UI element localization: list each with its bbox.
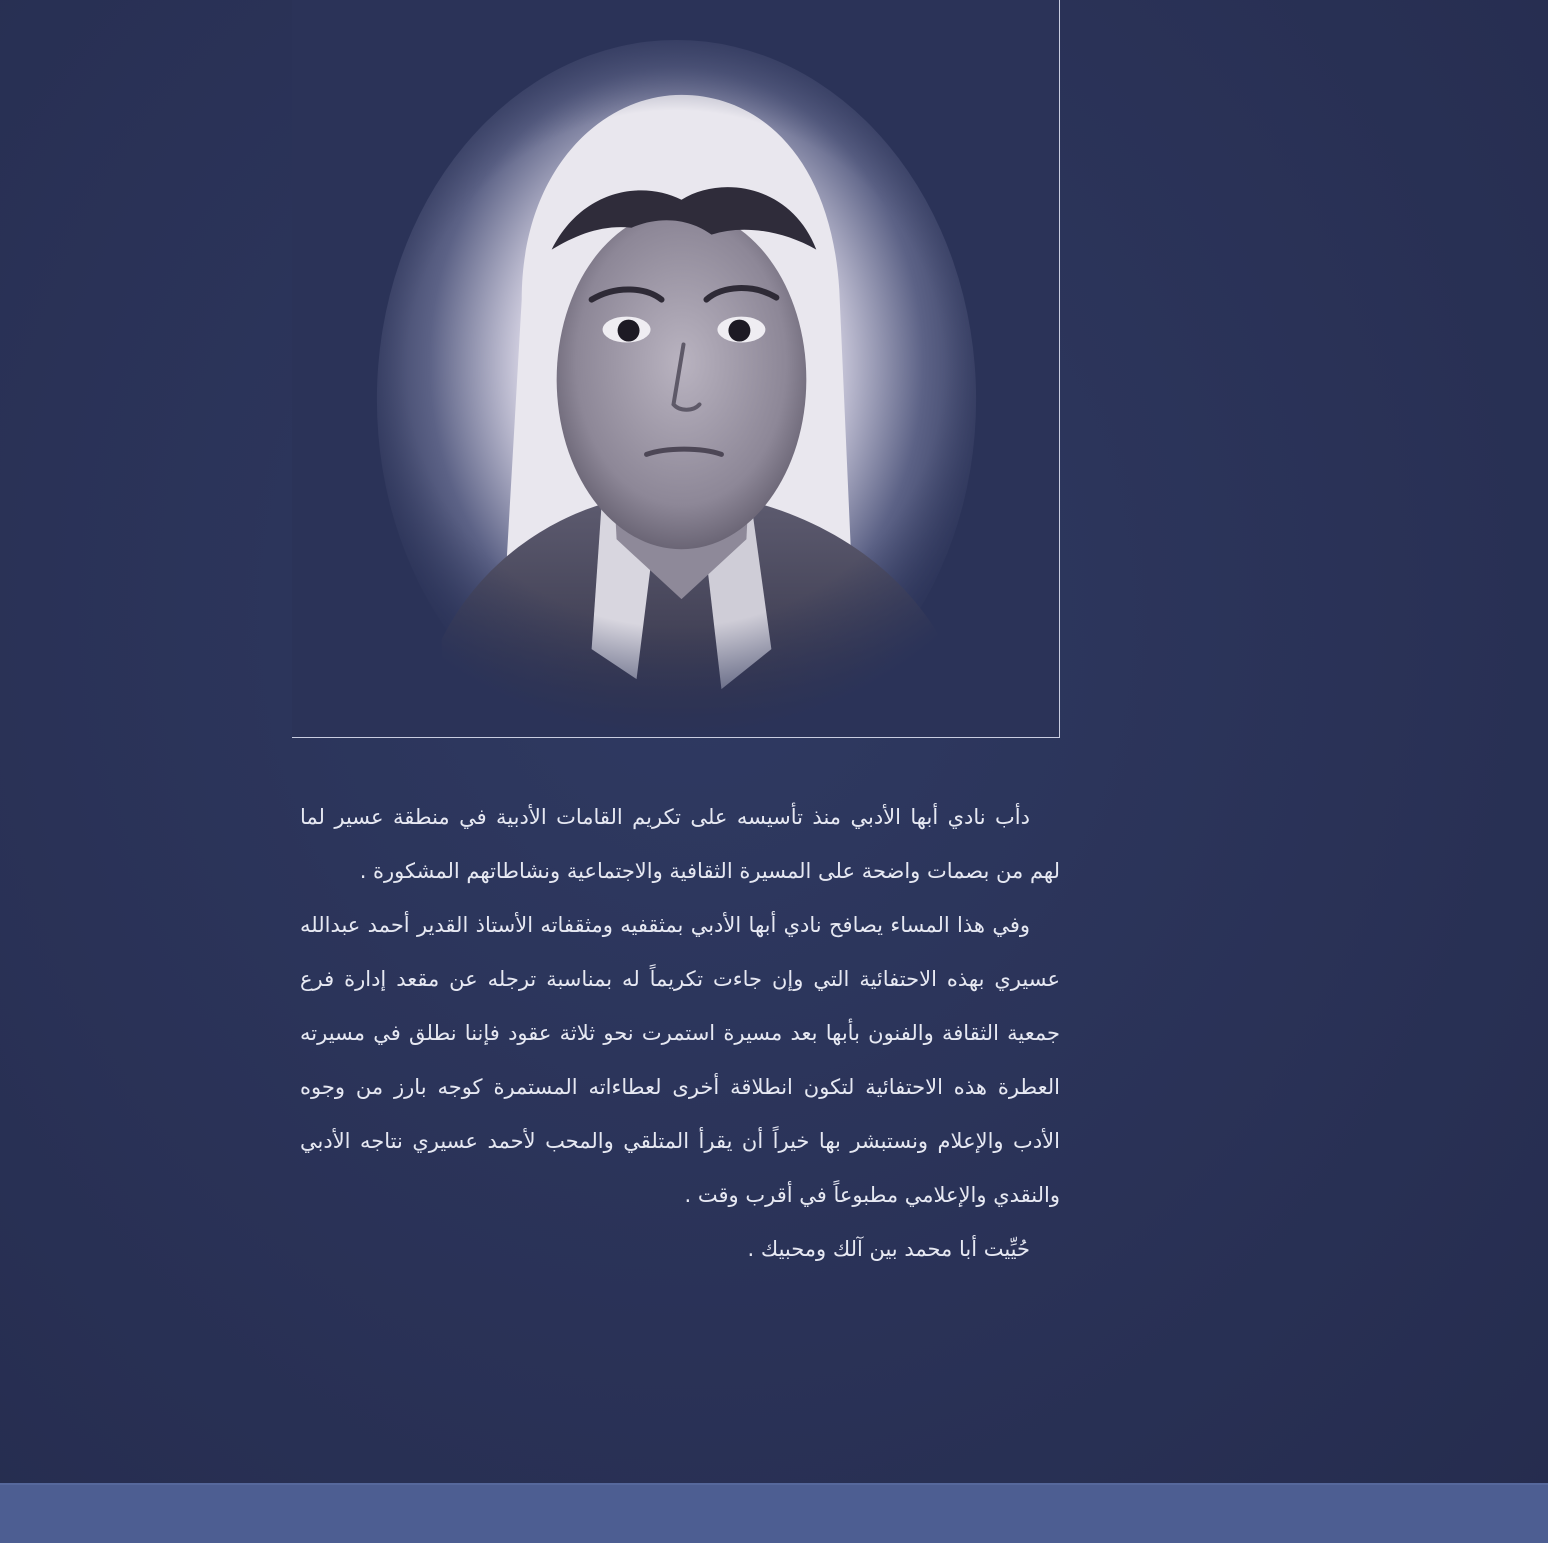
closing-line: حُيِّيت أبا محمد بين آلك ومحبيك .	[747, 1237, 1030, 1261]
bottom-band	[0, 1483, 1548, 1543]
paragraph-1: دأب نادي أبها الأدبي منذ تأسيسه على تكريم القامات الأدبية في منطقة عسير لما لهم من بصمات واضحة على المسيرة الثقافية والاجتماعية ونشاطاتهم المشكورة .	[300, 805, 1060, 883]
portrait-illustration	[292, 0, 1059, 737]
tribute-text	[300, 790, 1060, 1276]
paragraph-2: وفي هذا المساء يصافح نادي أبها الأدبي بمثقفيه ومثقفاته الأستاذ القدير أحمد عبدالله عسيري بهذه الاحتفائية التي وإن جاءت تكريماً له بمناسبة ترجله عن مقعد إدارة فرع جمعية الثقافة والفنون بأبها بعد مسيرة استمرت نحو ثلاثة عقود فإننا نطلق في مسيرته العطرة هذه الاحتفائية لتكون انطلاقة أخرى لعطاءاته المستمرة كوجه بارز من وجوه الأدب والإعلام ونستبشر بها خيراً أن يقرأ المتلقي والمحب لأحمد عسيري نتاجه الأدبي والنقدي والإعلامي مطبوعاً في أقرب وقت .	[300, 913, 1060, 1207]
portrait-photo	[292, 0, 1060, 738]
